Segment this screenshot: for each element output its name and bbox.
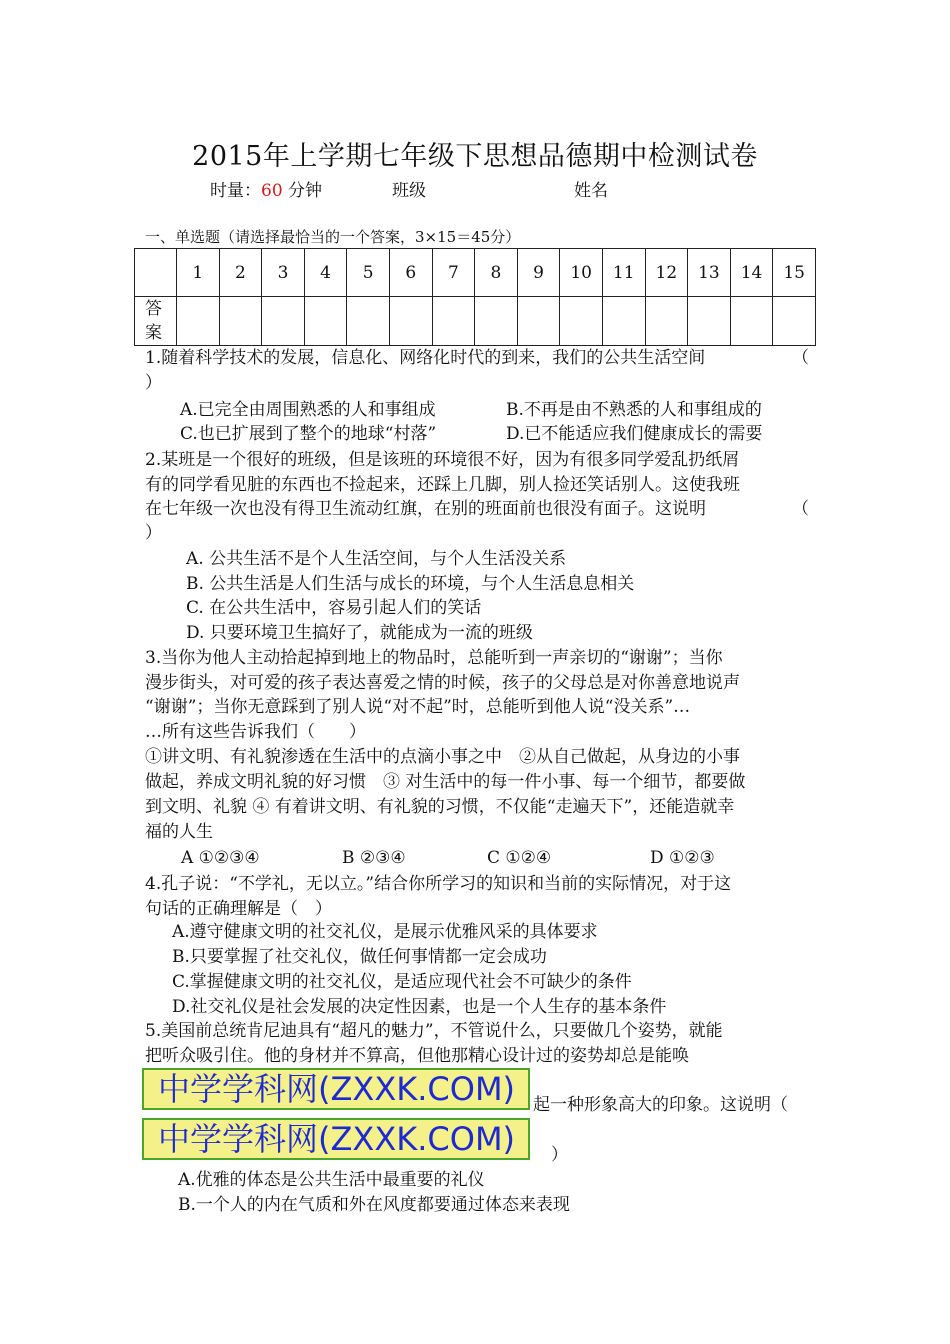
- watermark-banner-1: 中学学科网(ZXXK.COM): [142, 1068, 530, 1110]
- answer-cell[interactable]: [560, 297, 603, 346]
- q1-option-d: D.已不能适应我们健康成长的需要: [506, 424, 763, 444]
- answer-row-label-line1: 答: [145, 299, 162, 319]
- time-value: 60: [261, 181, 283, 201]
- answer-table-header-row: [135, 249, 816, 297]
- answer-cell[interactable]: [475, 297, 518, 346]
- q5-stem-line3: 起一种形象高大的印象。这说明（: [533, 1095, 788, 1115]
- q3-option-c: C ①②④: [487, 848, 552, 868]
- q4-option-d: D.社交礼仪是社会发展的决定性因素，也是一个人生存的基本条件: [172, 997, 667, 1017]
- question-number-cell: 6: [389, 249, 432, 297]
- q4-stem-line2: 句话的正确理解是（ ）: [145, 899, 332, 919]
- answer-cell[interactable]: [347, 297, 390, 346]
- q3-statements-line4: 福的人生: [145, 822, 213, 842]
- q4-option-a: A.遵守健康文明的社交礼仪，是展示优雅风采的具体要求: [172, 922, 598, 942]
- time-unit: 分钟: [282, 181, 323, 201]
- q3-statements-line3: 到文明、礼貌 ④ 有着讲文明、有礼貌的习惯，不仅能“走遍天下”，还能造就幸: [145, 797, 735, 817]
- question-number-cell: 5: [347, 249, 390, 297]
- q3-stem-line1: 3.当你为他人主动拾起掉到地上的物品时，总能听到一声亲切的“谢谢”；当你: [145, 648, 723, 668]
- answer-row-label: [135, 297, 177, 346]
- q5-paren-close: ）: [551, 1145, 568, 1165]
- question-number-cell: 11: [602, 249, 645, 297]
- question-number-cell: 13: [688, 249, 731, 297]
- q3-stem-line4: …所有这些告诉我们（ ）: [145, 722, 366, 742]
- time-label-text: 时量：: [210, 181, 261, 201]
- q1-option-a: A.已完全由周围熟悉的人和事组成: [180, 400, 436, 420]
- q3-option-b: B ②③④: [342, 848, 406, 868]
- answer-table: [134, 248, 816, 346]
- question-number-cell: 2: [219, 249, 262, 297]
- q1-option-b: B.不再是由不熟悉的人和事组成的: [506, 400, 762, 420]
- time-label: [210, 176, 322, 201]
- question-number-cell: 3: [262, 249, 305, 297]
- answer-cell[interactable]: [304, 297, 347, 346]
- q2-stem-line2: 有的同学看见脏的东西也不捡起来，还踩上几脚，别人捡还笑话别人。这使我班: [145, 475, 740, 495]
- q2-paren-open: （: [792, 499, 809, 519]
- q1-paren-open: （: [792, 348, 809, 368]
- q2-option-b: B. 公共生活是人们生活与成长的环境，与个人生活息息相关: [186, 574, 635, 594]
- question-number-cell: 9: [517, 249, 560, 297]
- exam-title: 2015年上学期七年级下思想品德期中检测试卷: [192, 141, 758, 172]
- q5-option-b: B.一个人的内在气质和外在风度都要通过体态来表现: [178, 1195, 570, 1215]
- q3-stem-line3: “谢谢”；当你无意踩到了别人说“对不起”时，总能听到他人说“没关系”…: [145, 697, 691, 717]
- answer-cell[interactable]: [432, 297, 475, 346]
- q4-stem-line1: 4.孔子说：“不学礼，无以立。”结合你所学习的知识和当前的实际情况，对于这: [145, 874, 732, 894]
- answer-cell[interactable]: [730, 297, 773, 346]
- q1-paren-close: ）: [145, 373, 162, 393]
- answer-row-label-line2: 案: [145, 323, 162, 343]
- table-corner-cell: [135, 249, 177, 297]
- answer-cell[interactable]: [688, 297, 731, 346]
- answer-table-answer-row: [135, 297, 816, 346]
- q2-stem-line3: 在七年级一次也没有得卫生流动红旗，在别的班面前也很没有面子。这说明: [145, 499, 706, 519]
- q3-statements-line2: 做起，养成文明礼貌的好习惯 ③ 对生活中的每一件小事、每一个细节，都要做: [145, 772, 746, 792]
- question-number-cell: 10: [560, 249, 603, 297]
- q1-stem: 1.随着科学技术的发展，信息化、网络化时代的到来，我们的公共生活空间: [145, 348, 706, 368]
- answer-cell[interactable]: [645, 297, 688, 346]
- name-label: 姓名: [574, 181, 608, 201]
- q3-statements-line1: ①讲文明、有礼貌渗透在生活中的点滴小事之中 ②从自己做起，从身边的小事: [145, 747, 740, 767]
- q5-option-a: A.优雅的体态是公共生活中最重要的礼仪: [178, 1170, 485, 1190]
- watermark-banner-2: 中学学科网(ZXXK.COM): [142, 1118, 530, 1160]
- question-number-cell: 4: [304, 249, 347, 297]
- question-number-cell: 7: [432, 249, 475, 297]
- answer-cell[interactable]: [389, 297, 432, 346]
- answer-cell[interactable]: [602, 297, 645, 346]
- question-number-cell: 12: [645, 249, 688, 297]
- q2-stem-line1: 2.某班是一个很好的班级，但是该班的环境很不好，因为有很多同学爱乱扔纸屑: [145, 450, 740, 470]
- q3-option-a: A ①②③④: [181, 848, 260, 868]
- q2-paren-close: ）: [145, 523, 162, 543]
- q1-option-c: C.也已扩展到了整个的地球“村落”: [180, 424, 437, 444]
- answer-cell[interactable]: [517, 297, 560, 346]
- answer-cell[interactable]: [773, 297, 816, 346]
- q3-option-d: D ①②③: [650, 848, 715, 868]
- q5-stem-line2: 把听众吸引住。他的身材并不算高，但他那精心设计过的姿势却总是能唤: [145, 1046, 689, 1066]
- q2-option-d: D. 只要环境卫生搞好了，就能成为一流的班级: [186, 623, 533, 643]
- question-number-cell: 8: [475, 249, 518, 297]
- q4-option-b: B.只要掌握了社交礼仪，做任何事情都一定会成功: [172, 947, 547, 967]
- answer-cell[interactable]: [177, 297, 220, 346]
- section-heading: 一、单选题（请选择最恰当的一个答案，3×15＝45分）: [145, 228, 521, 246]
- question-number-cell: 1: [177, 249, 220, 297]
- answer-cell[interactable]: [262, 297, 305, 346]
- question-number-cell: 14: [730, 249, 773, 297]
- class-label: 班级: [392, 181, 426, 201]
- q2-option-c: C. 在公共生活中，容易引起人们的笑话: [186, 598, 482, 618]
- q5-stem-line1: 5.美国前总统肯尼迪具有“超凡的魅力”，不管说什么，只要做几个姿势，就能: [145, 1021, 723, 1041]
- q3-stem-line2: 漫步街头，对可爱的孩子表达喜爱之情的时候，孩子的父母总是对你善意地说声: [145, 673, 740, 693]
- answer-cell[interactable]: [219, 297, 262, 346]
- question-number-cell: 15: [773, 249, 816, 297]
- q2-option-a: A. 公共生活不是个人生活空间，与个人生活没关系: [186, 549, 567, 569]
- q4-option-c: C.掌握健康文明的社交礼仪，是适应现代社会不可缺少的条件: [172, 972, 632, 992]
